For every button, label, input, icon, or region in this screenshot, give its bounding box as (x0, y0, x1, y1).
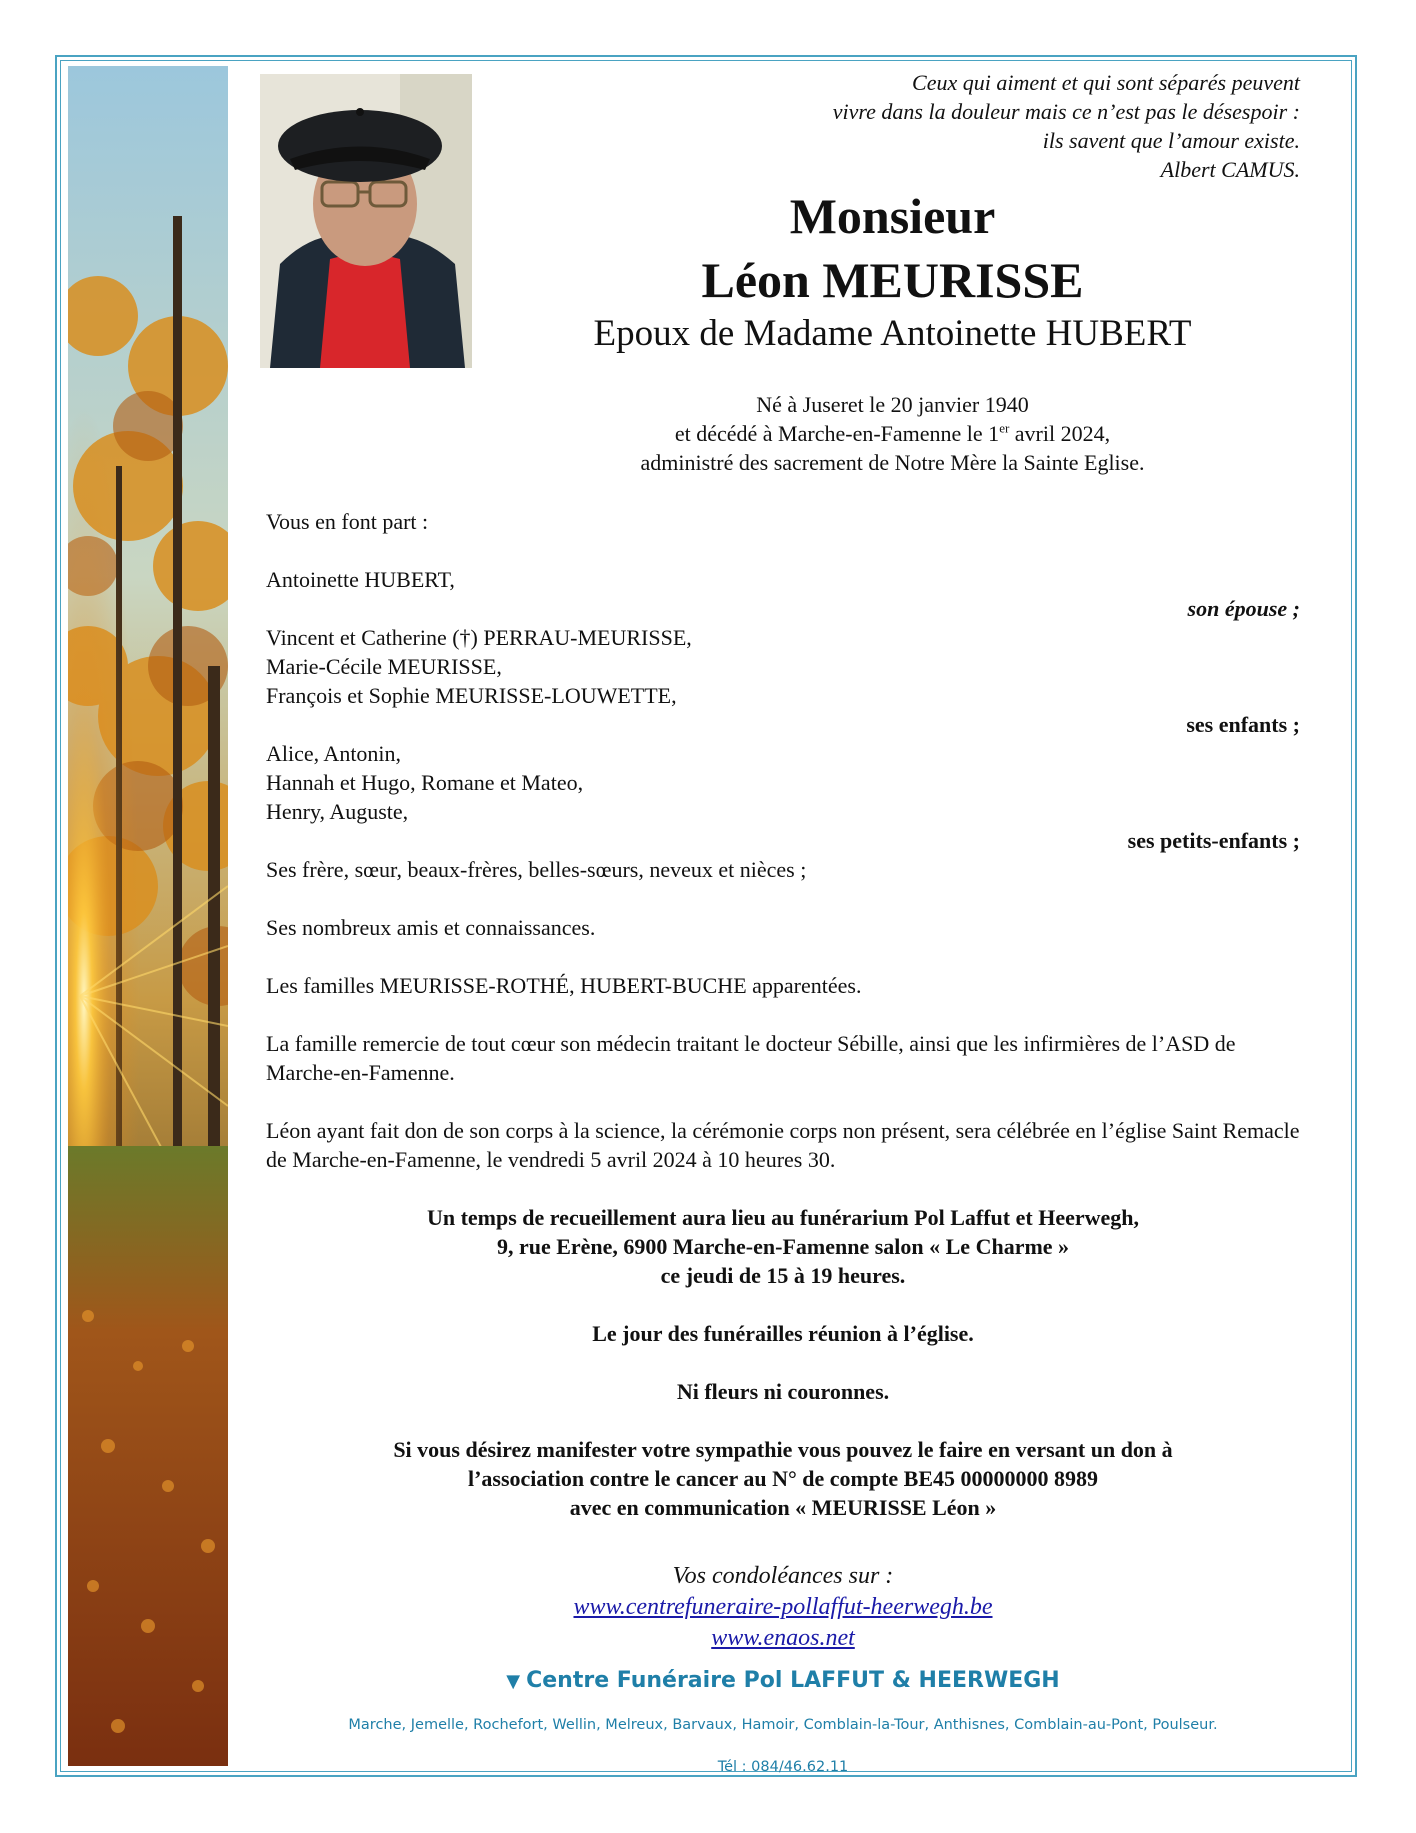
families-text: Les familles MEURISSE-ROTHÉ, HUBERT-BUCHE apparentées. (266, 973, 862, 998)
grandchild-entry: Alice, Antonin, (266, 741, 402, 766)
quote-line: vivre dans la douleur mais ce n’est pas le désespoir : (832, 99, 1300, 124)
spouse-role: son épouse ; (1187, 596, 1300, 621)
death-line-text: et décédé à Marche-en-Famenne le 1 (674, 421, 1000, 446)
friends-text: Ses nombreux amis et connaissances. (266, 915, 596, 940)
triangle-down-icon: ▼ (506, 1671, 521, 1692)
spouse-name: Antoinette HUBERT, (266, 567, 455, 592)
siblings-text: Ses frère, sœur, beaux-frères, belles-sœurs, neveux et nièces ; (266, 857, 807, 882)
child-entry: Marie-Cécile MEURISSE, (266, 654, 502, 679)
grandchildren-role: ses petits-enfants ; (1127, 828, 1300, 853)
grandchild-entry: Hannah et Hugo, Romane et Mateo, (266, 770, 584, 795)
intro-text: Vous en font part : (266, 509, 429, 534)
child-entry: Vincent et Catherine (†) PERRAU-MEURISSE, (266, 625, 692, 650)
quote-line: ils savent que l’amour existe. (1042, 128, 1300, 153)
deceased-name: Léon MEURISSE (701, 252, 1084, 308)
phone-number: Tél : 084/46.62.11 (717, 1759, 849, 1775)
ceremony-text: Léon ayant fait don de son corps à la science, la cérémonie corps non présent, sera célébrée en l’église Saint Remacle de Marche-en-Famenne, le vendredi 5 avril 2024 à 10 heures 30. (266, 1118, 1300, 1172)
autumn-forest-image (68, 66, 228, 1766)
donation-line: l’association contre le cancer au N° de compte BE45 00000000 8989 (467, 1466, 1099, 1491)
birth-death-info (520, 390, 1265, 477)
funeral-home-link[interactable]: www.centrefuneraire-pollaffut-heerwegh.be (573, 1594, 993, 1620)
condolences-section (266, 1561, 1300, 1654)
birth-line: Né à Juseret le 20 janvier 1940 (756, 392, 1029, 417)
gathering-line: Un temps de recueillement aura lieu au funérarium Pol Laffut et Heerwegh, (426, 1205, 1140, 1230)
announcement-body (266, 507, 1300, 1522)
gathering-line: ce jeudi de 15 à 19 heures. (660, 1263, 906, 1288)
condolences-label: Vos condoléances sur : (672, 1563, 894, 1589)
death-line-text-end: avril 2024, (1009, 421, 1111, 446)
donation-line: Si vous désirez manifester votre sympathie vous pouvez le faire en versant un don à (393, 1437, 1173, 1462)
children-role: ses enfants ; (1186, 712, 1300, 737)
portrait-photo (260, 74, 472, 368)
death-line (520, 419, 1265, 448)
gathering-line: 9, rue Erène, 6900 Marche-en-Famenne salon « Le Charme » (496, 1234, 1070, 1259)
locations-list: Marche, Jemelle, Rochefort, Wellin, Melreux, Barvaux, Hamoir, Comblain-la-Tour, Anthisnes, Comblain-au-Pont, Poulseur. (348, 1717, 1218, 1733)
quote-author: Albert CAMUS. (1160, 157, 1300, 182)
camus-quote (660, 68, 1300, 184)
enaos-link[interactable]: www.enaos.net (711, 1625, 855, 1651)
company-name (266, 1665, 1300, 1698)
deceased-heading (520, 183, 1265, 357)
sacrament-line: administré des sacrement de Notre Mère la Sainte Eglise. (640, 450, 1145, 475)
company-name-text: Centre Funéraire Pol LAFFUT & HEERWEGH (526, 1668, 1060, 1693)
funeral-day-text: Le jour des funérailles réunion à l’église. (592, 1321, 974, 1346)
donation-line: avec en communication « MEURISSE Léon » (569, 1495, 997, 1520)
child-entry: François et Sophie MEURISSE-LOUWETTE, (266, 683, 677, 708)
no-flowers-text: Ni fleurs ni couronnes. (676, 1379, 890, 1404)
grandchild-entry: Henry, Auguste, (266, 799, 409, 824)
death-line-sup: er (999, 420, 1010, 436)
thanks-text: La famille remercie de tout cœur son médecin traitant le docteur Sébille, ainsi que les infirmières de l’ASD de Marche-en-Famenne. (266, 1031, 1236, 1085)
honorific: Monsieur (789, 188, 996, 244)
spouse-line: Epoux de Madame Antoinette HUBERT (593, 313, 1192, 354)
funeral-home-footer (266, 1665, 1300, 1778)
quote-line: Ceux qui aiment et qui sont séparés peuvent (912, 70, 1300, 95)
